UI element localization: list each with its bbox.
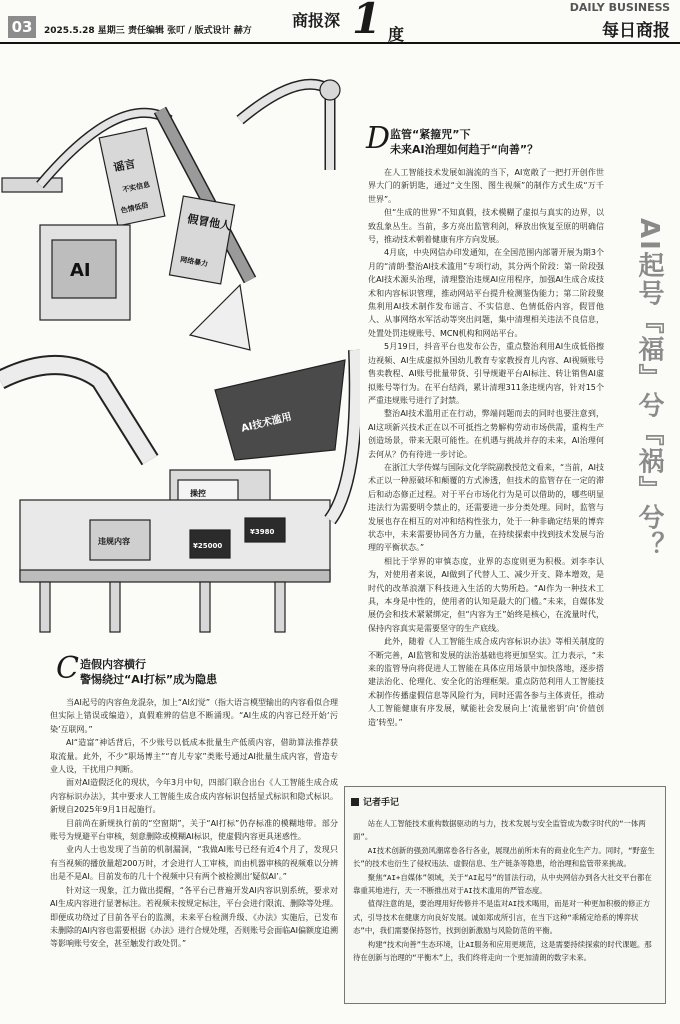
arm-joint (320, 80, 340, 100)
sign-text: 谣言 (112, 157, 137, 175)
tag-text: 操控 (190, 489, 206, 498)
column-name-tail: 度 (388, 25, 405, 44)
paragraph: 5月19日，抖音平台也发布公告，重点整治利用AI生成低俗擦边视频、AI生成虚拟外国幼儿教育专家教授育儿内容、AI视频账号售卖教程、AI账号批量带货、引导规避平台AI标注、转让销售AI虚拟账号等行为。在平台结尚，累计清理311条违规内容，针对15个严重违规账号进行了封禁。 (368, 342, 604, 405)
page-number: 03 (8, 16, 36, 38)
column-name: 商报深 (292, 11, 341, 30)
sign-text: 网络暴力 (179, 255, 209, 269)
section-d-body (368, 166, 604, 770)
funnel (190, 285, 250, 350)
paragraph: 在人工智能技术发展如湍流的当下，AI宽敞了一把打开创作世界大门的新钥匙，通过“文生图、图生视频”的制作方式生成“万千世界”。 (368, 168, 604, 204)
paragraph: 目前尚在新规执行前的“空窗期”，关于“AI打标”仍存标准的模糊地带。部分账号为规避平台审核，刻意删除或模糊AI标识，使虚假内容更具迷惑性。 (50, 818, 338, 842)
paragraph: AI技术创新的强劲风潮席卷各行各业，展现出前所未有的商业化生产力。同时，“野蛮生长”的技术也衍生了侵权违法、虚假信息、生产链条等隐患，给治理和监管带来挑战。 (353, 845, 655, 869)
editor-note-title: 记者手记 (351, 795, 399, 808)
paragraph: 但“生成的世界”不知真假，技术模糊了虚拟与真实的边界，以致乱象丛生。当前，多方亮出监管利剑，释放出恢复至原的明确信号，推动技术朝着健康有序方向发展。 (368, 208, 604, 245)
paragraph: 在浙江大学传媒与国际文化学院副教授范文看来，“当前，AI技术正以一种原破坏和颠覆的方式渗透，但技术的监管存在一定的滞后和动态修正过程。对于平台市场化行为是可以借助的，哪些明显违法行为需要明令禁止的，还需要进一步分类处理。同时，监管与发展也存在相互的对冲和结构性张力，处于一种非确定结果的博弈状态中，未来需要协同各方力量，在持续探索中找到技术发展与治理的平衡状态。” (368, 462, 604, 553)
paragraph: 聚焦“AI+自媒体”领域，关于“AI起号”的冒法行动，从中央网信办到各大社交平台都在靠重其地进行，天一不断推出对于AI技术滥用的严管态度。 (353, 872, 652, 896)
section-letter: C (56, 651, 79, 686)
editor-note-box (344, 786, 666, 1004)
ai-box-label: AI (70, 260, 91, 281)
paper-name-en: DAILY BUSINESS (569, 1, 670, 14)
vertical-headline: AI起号『福』兮『祸』兮？ (634, 218, 664, 560)
paragraph: 相比于学界的审慎态度，业界的态度则更为积极。刘李李认为，对使用者来说，AI做到了代替人工、减少开支、降本增效，是时代的改革浪潮下科技进入生活的大势所趋。“AI作为一种技术工具，本身是中性的，使用者的认知是最大的门槛。”未来，自媒体发展仍会和技术紧紧绑定，但“内容为王”始终是核心，在流量时代，保持内容真实是需要坚守的生产底线。 (368, 556, 604, 633)
paragraph: 4月底，中央网信办印发通知，在全国范围内部署开展为期3个月的“清朗·整治AI技术滥用”专项行动，其分两个阶段：第一阶段强化AI技术源头治理，清理整治违规AI应用程序，加强AI生成合成技术和内容标识管理，推动网站平台提升检测鉴伪能力；第二阶段聚焦利用AI技术制作发布谣言、不实信息、色情低俗内容，假冒他人、从事网络水军活动等突出问题，集中清理相关违法不良信息，处置处罚违规账号、MCN机构和网站平台。 (368, 248, 604, 338)
tag-text: ¥3980 (250, 528, 275, 536)
page-header (0, 0, 680, 44)
paragraph: 整治AI技术滥用正在行动，弊端问题而去的同时也要注意到，AI这项新兴技术正在以不可抵挡之势解构劳动市场供需，重构生产创造场景，带来无限可能性。在机遇与挑战并存的未来，AI治理何去何从？仍有待进一步讨论。 (368, 409, 604, 459)
sign-text: 色情低俗 (120, 201, 150, 215)
paragraph: 当AI起号的内容鱼龙混杂，加上“AI幻觉”（指大语言模型输出的内容看似合理但实际上错误或编造），真假难辨的信息不断涌现。“AI生成的内容已经开始‘污染’互联网。” (50, 698, 338, 734)
arm-segment (2, 178, 62, 192)
paragraph: 此外，随着《人工智能生成合成内容标识办法》等相关制度的不断完善，AI监管和发展的法治基础也将更加坚实。江力表示，“未来的监管导向将促进人工智能在具体应用场景中加快落地，逐步搭建法治化、伦理化、安全化的治理框架。重点防范利用人工智能技术制作传播虚假信息等风险行为，同时还需各参与主体责任，推动人工智能健康有序发展，赋能社会发展向上‘流量密钥’向‘价值创造’转型。” (368, 637, 604, 727)
paragraph: 站在人工智能技术重构数据驱动的与力，技术发展与安全监管成为数字时代的“一体两面”。 (353, 819, 646, 842)
paragraph: 面对AI造假泛化的现状，今年3月中旬，四部门联合出台《人工智能生成合成内容标识办法》，其中要求人工智能生成合成内容标识包括显式标识和隐式标识。新规自2025年9月1日起施行。 (50, 778, 338, 815)
editor-note-body (353, 817, 659, 964)
paragraph: 值得注意的是，要治理用好传修并不是监对AI技术喝用，而是对一种更加积极的修正方式，引导技术在健康方向良好发展。诚如郑成所引言，在当下这种“乖稀定给系的博弈状态”中，我们需要保持怒竹，找到创新激励与风险防范的平衡。 (353, 899, 651, 936)
tag-text: ¥25000 (193, 542, 223, 550)
section-letter: D (366, 121, 391, 156)
column-numeral: 1 (352, 0, 382, 43)
sign-text: 不实信息 (121, 180, 151, 195)
sign-text: 假冒他人 (186, 212, 232, 233)
section-title-line1: 造假内容横行 (80, 658, 146, 671)
section-d-heading (366, 121, 606, 160)
section-title-line1: 监管“紧箍咒”下 (390, 128, 471, 141)
paragraph: 业内人士也发现了当前的机制漏洞，“我做AI账号已经有近4个月了，发现只有当视频的播放量超200万时，才会进行人工审核，而由机器审核的视频难以分辨出是不是AI。目前发布的几十个视频中只有两个被检测出‘疑似AI’。” (50, 845, 338, 882)
section-title-line2: 未来AI治理如何趋于“向善”？ (390, 143, 539, 156)
paragraph: AI“造富”神话背后，不少账号以低成本批量生产低质内容，借助算法推荐获取流量。此外，不少“职场博主”“育儿专家”类账号通过AI批量生成内容，营造专业人设，干扰用户判断。 (50, 738, 338, 775)
paragraph: 构建“技术向善”生态环境，让AI服务和应用更规范，这是需要持续探索的时代课题。那待在创新与治理的“平衡木”上，我们终将走向一个更加清朗的数字未来。 (353, 939, 652, 963)
section-c-heading (56, 651, 326, 690)
section-title-line2: 警惕绕过“AI打标”成为隐患 (80, 673, 218, 686)
hopper (215, 360, 345, 460)
sign-panel (169, 196, 234, 284)
paper-name-cn: 每日商报 (602, 21, 670, 41)
section-c-body (50, 696, 338, 1014)
issue-meta: 2025.5.28 星期三 责任编辑 张叮 / 版式设计 赫方 (44, 26, 252, 36)
tag-text: 违规内容 (98, 537, 130, 546)
hopper-label: AI技术滥用 (240, 411, 293, 435)
machine-illustration (0, 50, 360, 650)
paragraph: 针对这一现象，江力做出提醒，“各平台已普遍开发AI内容识别系统，要求对AI生成内容进行显著标注。若视频未按规定标注，平台会进行限流、删除等处理。即便成功绕过了目前各平台的监测，未来平台检测升级、《办法》实施后，已发布未删除的AI内容也需要根据《办法》进行合规处理，否则账号会面临AI偏额度追溯等影响账号安全，甚至触发行政处罚。” (50, 885, 338, 949)
